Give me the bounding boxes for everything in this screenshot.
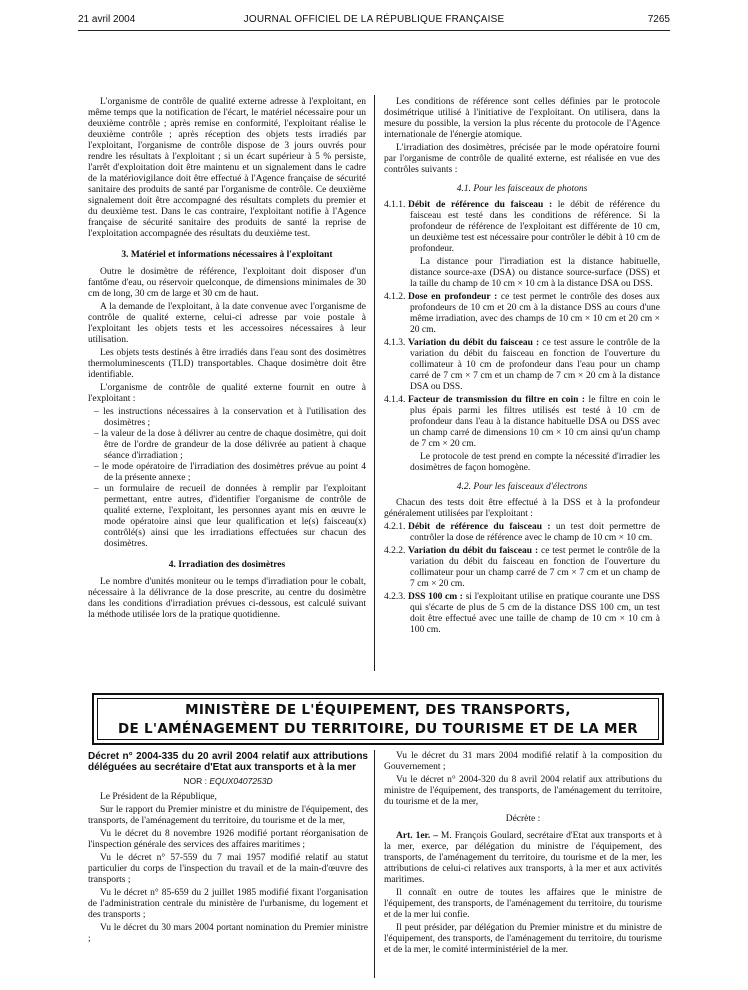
item-4-2-3 [384, 592, 660, 636]
item-4-2-1 [384, 522, 660, 544]
item-text: ce test permet le contrôle de la variation du débit du faisceau en fonction de l'ouverture du collimateur pour un champ carré de 7 cm × 7 cm et un champ de 7 cm × 20 cm. [410, 546, 661, 589]
paragraph: A la demande de l'exploitant, à la date convenue avec l'organisme de contrôle de qualité externe, celui-ci adresse par voie postale à l'exploitant les objets tests et les accessoires nécessaires à leur utilisation. [88, 302, 366, 345]
column-divider [374, 95, 375, 671]
ministry-banner-inner [97, 698, 659, 740]
section-3-title: 3. Matériel et informations nécessaires à l'exploitant [121, 250, 333, 260]
item-number: 4.1.4. [384, 395, 406, 405]
paragraph: Il connaît en outre de toutes les affaires que le ministre de l'équipement, des transports, de l'aménagement du territoire, du tourisme et de la mer lui confie. [384, 888, 662, 920]
paragraph: Chacun des tests doit être effectué à la DSS et à la profondeur généralement utilisées par l'exploitant : [384, 498, 660, 519]
paragraph: Outre le dosimètre de référence, l'exploitant doit disposer d'un fantôme d'eau, ou réservoir quelconque, de dimensions minimales de 30 cm de long, 30 cm de large et 30 cm de haut. [88, 267, 366, 299]
decree-right-column [384, 751, 662, 958]
nor-code: EQUX0407253D [209, 776, 273, 786]
item-4-1-1 [384, 200, 660, 255]
nor-reference [88, 776, 368, 787]
paragraph: Il peut présider, par délégation du Premier ministre et du ministre de l'équipement, des transports, de l'aménagement du territoire, du tourisme et de la mer, le comité interministériel de la mer. [384, 923, 662, 955]
page-header [78, 14, 670, 28]
ministry-line-2: DE L'AMÉNAGEMENT DU TERRITOIRE, DU TOURISME ET DE LA MER [117, 721, 639, 737]
item-number: 4.2.1. [384, 522, 406, 532]
item-4-1-1-detail: La distance pour l'irradiation est la distance habituelle, distance source-axe (DSA) ou distance source-surface (DSS) et la taille du champ de 10 cm × 10 cm à la distance DSA ou DSS. [410, 257, 660, 289]
paragraph: Vu le décret n° 2004-320 du 8 avril 2004 relatif aux attributions du ministre de l'équipement, des transports, de l'aménagement du territoire, du tourisme et de la mer, [384, 775, 662, 807]
item-title: Variation du débit du faisceau : [408, 546, 539, 556]
list-item: – un formulaire de recueil de données à remplir par l'exploitant permettant, entre autres, d'identifier l'organisme de contrôle de qualité externe, l'exploitant, les personnes ayant mis en œuvre le mode opératoire ainsi que leur qualification et le(s) faisceau(x) contrôlé(s) ainsi que les irradiations effectuées sur chacun des dosimètres. [94, 484, 366, 549]
item-title: Facteur de transmission du filtre en coin : [408, 395, 586, 405]
article-1 [384, 831, 662, 886]
paragraph: Vu le décret n° 85-659 du 2 juillet 1985 modifié fixant l'organisation de l'administration centrale du ministère de l'urbanisme, du logement et des transports ; [88, 888, 368, 920]
ministry-banner [92, 693, 664, 745]
nor-label: NOR : [183, 776, 210, 786]
list-item: – la valeur de la dose à délivrer au centre de chaque dosimètre, qui doit être de l'ordre de grandeur de la dose délivrée au patient à chaque séance d'irradiation ; [94, 429, 366, 461]
item-text: ce test permet le contrôle des doses aux profondeurs de 10 cm et 20 cm à la distance DSS au cours d'une même irradiation, avec des champs de 10 cm × 10 cm et 20 cm × 20 cm. [410, 292, 660, 335]
item-text: le débit de référence du faisceau est testé dans les conditions de référence. Si la profondeur de référence de l'exploitant est différente de 10 cm, un deuxième test est nécessaire pour contrôler le débit à 10 cm de profondeur. [410, 200, 660, 254]
item-text: si l'exploitant utilise en pratique courante une DSS qui s'écarte de plus de 5 cm de la distance DSS 100 cm, un test doit être effectué avec une taille de champ de 10 cm × 10 cm à 100 cm. [410, 592, 660, 635]
item-number: 4.1.1. [384, 200, 406, 210]
right-column-top [384, 97, 660, 638]
header-date: 21 avril 2004 [78, 14, 136, 25]
item-number: 4.2.2. [384, 546, 406, 556]
item-text: un test doit permettre de contrôler la dose de référence avec le champ de 10 cm × 10 cm. [410, 522, 660, 543]
item-4-1-4 [384, 395, 660, 450]
item-title: Débit de référence du faisceau : [408, 200, 553, 210]
section-4-title: 4. Irradiation des dosimètres [168, 560, 286, 570]
item-number: 4.1.2. [384, 292, 406, 302]
decree-left-column [88, 751, 368, 947]
list-item: – le mode opératoire de l'irradiation des dosimètres prévue au point 4 de la présente annexe ; [94, 462, 366, 483]
item-number: 4.1.3. [384, 338, 406, 348]
ministry-line-1: MINISTÈRE DE L'ÉQUIPEMENT, DES TRANSPORTS, [185, 702, 571, 718]
paragraph: Vu le décret n° 57-559 du 7 mai 1957 modifié relatif au statut particulier du corps de l'inspection du travail et de la main-d'œuvre des transports ; [88, 853, 368, 885]
item-number: 4.2.3. [384, 592, 406, 602]
column-divider [374, 750, 375, 978]
item-4-1-2 [384, 292, 660, 336]
decrete-label: Décrète : [505, 814, 541, 824]
item-text: le filtre en coin le plus épais parmi les filtres utilisés est testé à 10 cm de profondeur dans l'eau à la distance habituelle DSA ou DSS avec un champ carré de dimensions 10 cm × 10 cm ainsi qu'un champ de 7 cm × 20 cm. [410, 395, 660, 449]
paragraph: Sur le rapport du Premier ministre et du ministre de l'équipement, des transports, de l'aménagement du territoire, du tourisme et de la mer, [88, 805, 368, 826]
paragraph: L'irradiation des dosimètres, précisée par le mode opératoire fourni par l'organisme de contrôle de qualité externe, est réalisée en vue des contrôles suivants : [384, 143, 660, 175]
paragraph: Vu le décret du 8 novembre 1926 modifié portant réorganisation de l'inspection générale des services des affaires maritimes ; [88, 829, 368, 850]
item-title: Débit de référence du faisceau : [408, 522, 551, 532]
paragraph: Les objets tests destinés à être irradiés dans l'eau sont des dosimètres thermoluminescents (TLD) transportables. Chaque dosimètre doit être identifiable. [88, 348, 366, 380]
supply-list [88, 407, 366, 550]
paragraph: L'organisme de contrôle de qualité externe fournit en outre à l'exploitant : [88, 383, 366, 404]
article-text: M. François Goulard, secrétaire d'Etat aux transports et à la mer, exerce, par délégation du ministre de l'équipement, des transports, de l'aménagement du territoire, du tourisme et de la mer, les attributions de celui-ci relatives aux transports, à la mer et aux activités maritimes. [384, 831, 662, 885]
paragraph: Vu le décret du 31 mars 2004 modifié relatif à la composition du Gouvernement ; [384, 751, 662, 772]
list-item: – les instructions nécessaires à la conservation et à l'utilisation des dosimètres ; [94, 407, 366, 428]
paragraph: Les conditions de référence sont celles définies par le protocole dosimétrique utilisé à l'initiative de l'exploitant. On utilisera, dans la mesure du possible, la version la plus récente du protocole de l'Agence internationale de l'énergie atomique. [384, 97, 660, 140]
item-title: DSS 100 cm : [408, 592, 463, 602]
subsection-4-1-title: 4.1. Pour les faisceaux de photons [456, 184, 588, 194]
paragraph: Le nombre d'unités moniteur ou le temps d'irradiation pour le cobalt, nécessaire à la délivrance de la dose prescrite, au centre du dosimètre dans les conditions d'irradiation prévues ci-dessous, est calculé suivant la méthode utilisée lors de la pratique quotidienne. [88, 577, 366, 620]
item-title: Dose en profondeur : [408, 292, 498, 302]
decree-title: Décret n° 2004-335 du 20 avril 2004 relatif aux attributions déléguées au secrétaire d'Etat aux transports et à la mer [88, 751, 368, 773]
item-4-1-4-detail: Le protocole de test prend en compte la nécessité d'irradier les dosimètres de façon homogène. [410, 452, 660, 473]
page-number: 7265 [647, 14, 670, 25]
paragraph: Vu le décret du 30 mars 2004 portant nomination du Premier ministre ; [88, 923, 368, 944]
item-4-2-2 [384, 546, 660, 590]
paragraph: Le Président de la République, [100, 792, 217, 802]
item-text: ce test assure le contrôle de la variation du débit du faisceau en fonction de l'ouverture du collimateur à 10 cm de profondeur dans l'eau pour un champ carré de 7 cm × 7 cm et un champ de 7 cm × 20 cm à la distance DSA ou DSS. [410, 338, 660, 392]
subsection-4-2-title: 4.2. Pour les faisceaux d'électrons [456, 482, 588, 492]
paragraph: L'organisme de contrôle de qualité externe adresse à l'exploitant, en même temps que la notification de l'écart, le matériel nécessaire pour un deuxième contrôle ; après remise en conformité, l'exploitant réalise le deuxième contrôle ; après réception des objets tests irradiés par l'exploitant, l'organisme de contrôle dispose de 3 jours ouvrés pour rendre les résultats à l'exploitant ; si un écart supérieur à 5 % persiste, l'arrêt d'exploitation doit être maintenu et un signalement dans le cadre de la matériovigilance doit être effectué à l'Agence française de sécurité sanitaire des produits de santé par l'organisme de contrôle. Ce deuxième signalement doit être accompagné des résultats complets du premier et du deuxième test. Dans le cas contraire, l'exploitant notifie à l'Agence française de sécurité sanitaire des produits de santé la reprise de l'exploitation accompagnée des résultats du deuxième test. [88, 97, 366, 239]
left-column-top [88, 97, 366, 623]
item-title: Variation du débit du faisceau : [408, 338, 540, 348]
header-rule [78, 30, 670, 31]
journal-title: JOURNAL OFFICIEL DE LA RÉPUBLIQUE FRANÇAISE [243, 14, 505, 25]
item-4-1-3 [384, 338, 660, 393]
article-label: Art. 1er. – [396, 831, 438, 841]
